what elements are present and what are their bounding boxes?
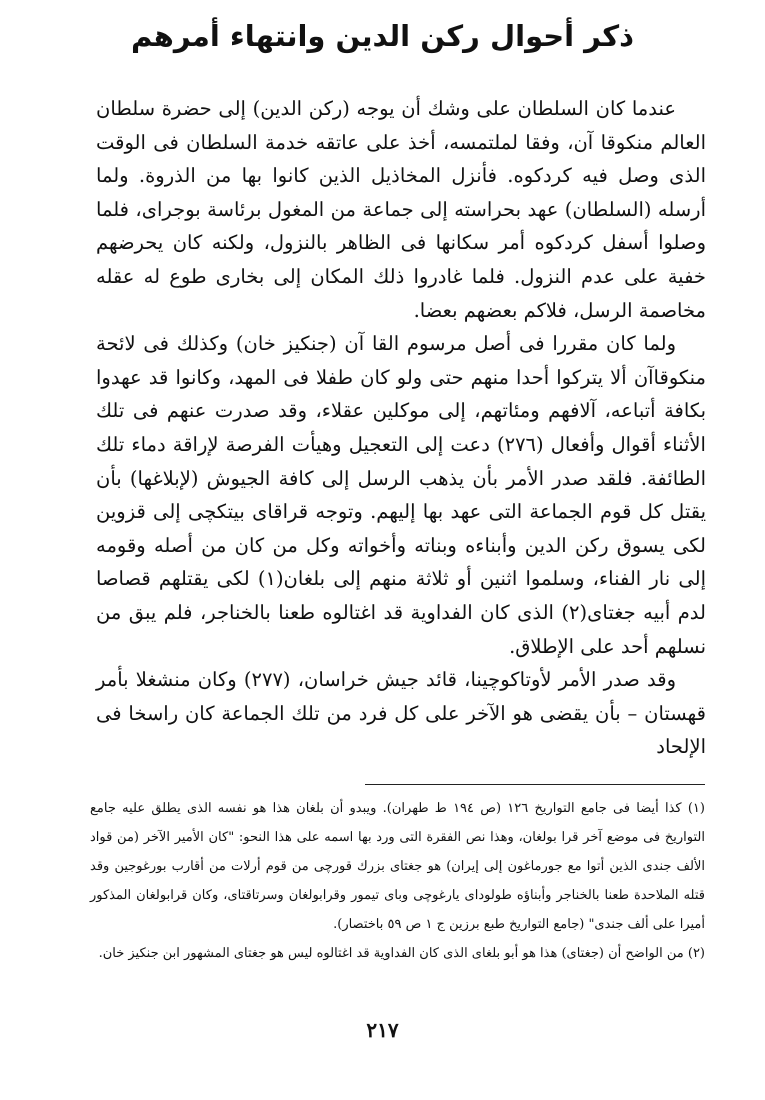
- footnotes: [90, 794, 705, 968]
- paragraph: وقد صدر الأمر لأوتاكوچينا، قائد جيش خراسان، (٢٧٧) وكان منشغلا بأمر قهستان – بأن يقضى هو الآخر على كل فرد من تلك الجماعة كان راسخا فى الإلحاد: [96, 668, 706, 759]
- footnote-separator: [365, 784, 705, 785]
- footnote: (٢) من الواضح أن (جغتاى) هذا هو أبو بلغاى الذى كان الفداوية قد اغتالوه ليس هو جغتاى المشهور ابن جنكيز خان.: [98, 946, 705, 961]
- page-number: ٢١٧: [366, 1018, 399, 1042]
- footnote: (١) كذا أيضا فى جامع التواريخ ١٢٦ (ص ١٩٤ ط طهران). ويبدو أن بلغان هذا هو نفسه الذى يطلق عليه جامع التواريخ فى موضع آخر قرا بولغان، وهذا نص الفقرة التى ورد بها اسمه على هذا النحو: "كان الأمير الآخر (من قواد الألف جندى الذين أتوا مع جورماغون إلى إيران) هو جغتاى بزرك قورچى من قوم أرلات من أقارب بورغوجين وقد قتله الملاحدة طعنا بالخناجر وأبناؤه طولوداى يارغوچى وباى تيمور وقرابولغان وسرتاقتاى، وكان قرابولغان المذكور أميرا على ألف جندى" (جامع التواريخ طبع برزين ج ١ ص ٥٩ باختصار).: [90, 801, 705, 932]
- main-text: [96, 92, 706, 764]
- paragraph: ولما كان مقررا فى أصل مرسوم القا آن (جنكيز خان) وكذلك فى لائحة منكوقاآن ألا يتركوا أحدا منهم حتى ولو كان طفلا فى المهد، وكانوا قد عهدوا بكافة أتباعه، آلافهم ومئاتهم، إلى موكلين عقلاء، وقد صدرت عنهم فى تلك الأثناء أقوال وأفعال (٢٧٦) دعت إلى التعجيل وهيأت الفرصة لإراقة دماء تلك الطائفة. فلقد صدر الأمر بأن يذهب الرسل إلى كافة الجيوش (لإبلاغها) بأن يقتل كل قوم الجماعة التى عهد بها إليهم. وتوجه قراقاى بيتكچى إلى قزوين لكى يسوق ركن الدين وأبناءه وبناته وأخواته وكل من كان من أصله وقومه إلى نار الفناء، وسلموا اثنين أو ثلاثة منهم إلى بلغان(١) لكى يقتلهم قصاصا لدم أبيه جغتاى(٢) الذى كان الفداوية قد اغتالوه طعنا بالخناجر، فلم يبق من نسلهم أحد على الإطلاق.: [96, 332, 706, 658]
- paragraph: عندما كان السلطان على وشك أن يوجه (ركن الدين) إلى حضرة سلطان العالم منكوقا آن، وفقا لملتمسه، أخذ على عاتقه خدمة السلطان فى الوقت الذى وصل فيه كردكوه. فأنزل المخاذيل الذين كانوا بها من الذروة. ولما أرسله (السلطان) عهد بحراسته إلى جماعة من المغول برئاسة بوجراى، فلما وصلوا أسفل كردكوه أمر سكانها فى الظاهر بالنزول، ولكنه كان يحرضهم خفية على عدم النزول. فلما غادروا ذلك المكان إلى بخارى طوع له عقله مخاصمة الرسل، فلاكم بعضهم بعضا.: [96, 97, 706, 322]
- chapter-title: ذكر أحوال ركن الدين وانتهاء أمرهم: [131, 19, 634, 53]
